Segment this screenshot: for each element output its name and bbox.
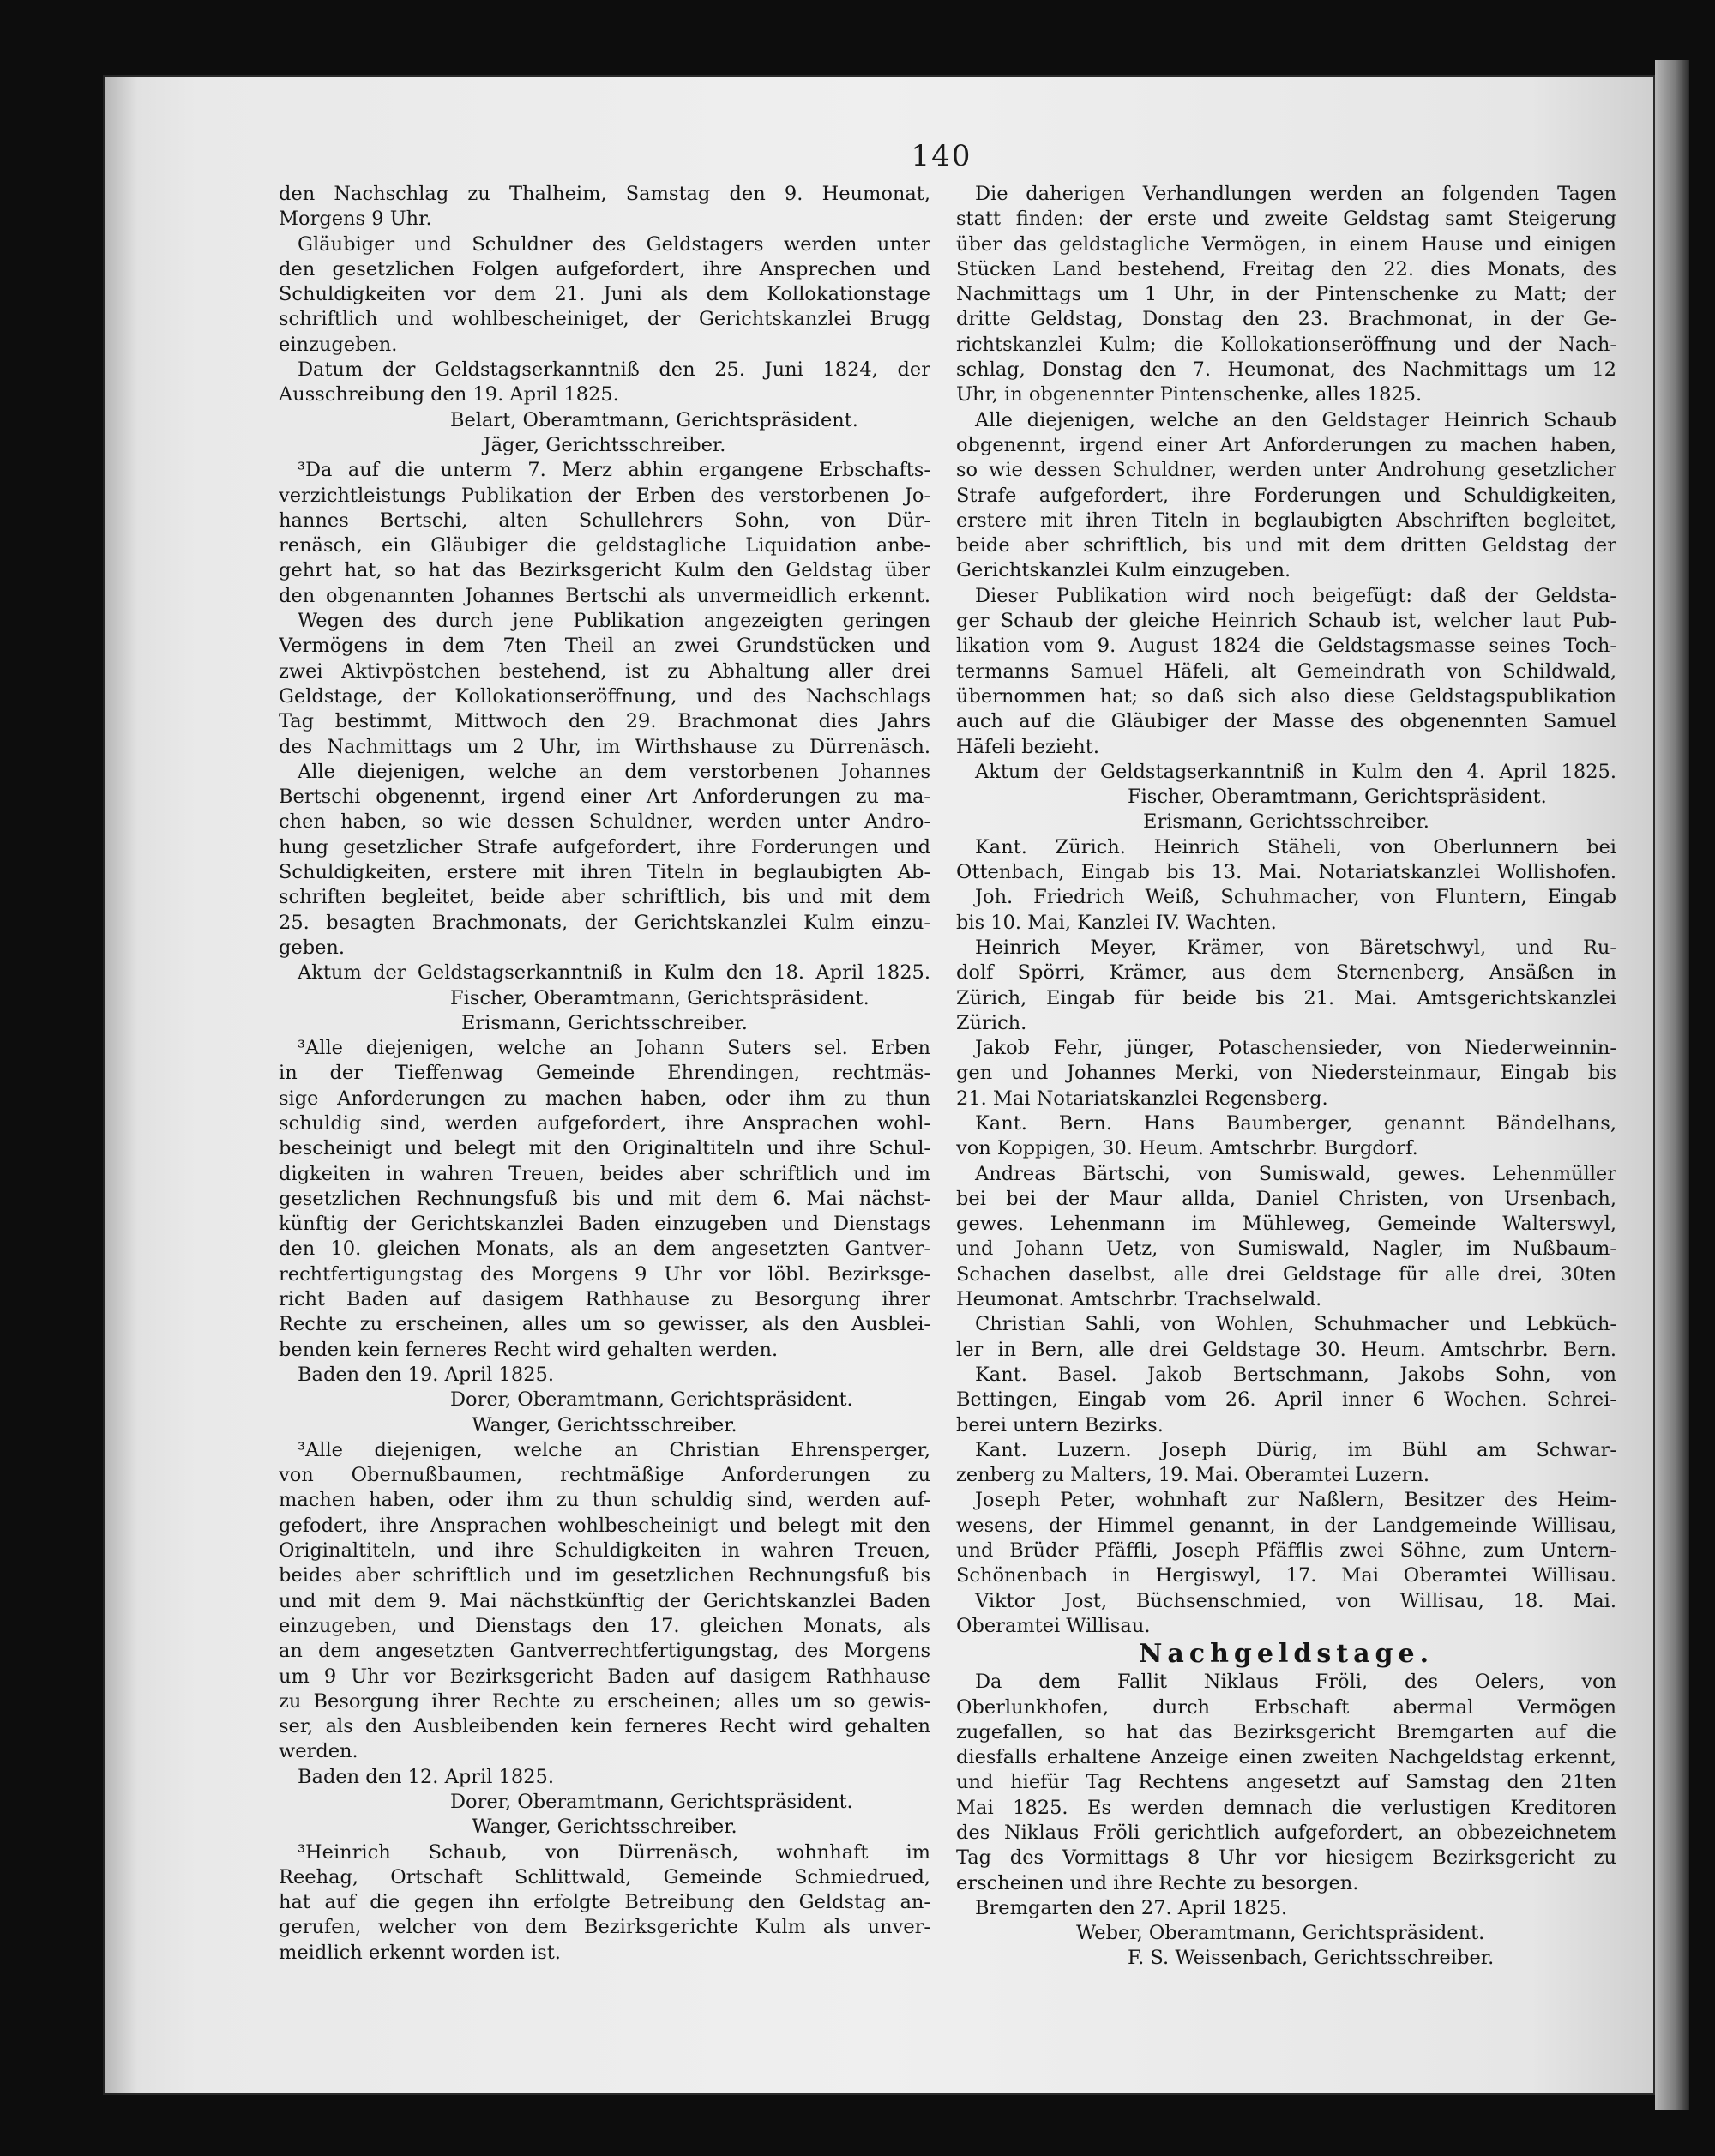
left-column-line: 25. besagten Brachmonats, der Gerichtskanzlei Kulm einzu- <box>279 911 930 934</box>
right-column-line: Christian Sahli, von Wohlen, Schuhmacher und Lebküch- <box>975 1313 1616 1336</box>
right-column-line: gen und Johannes Merki, von Niedersteinmaur, Eingab bis <box>956 1062 1616 1085</box>
right-column-line: Bettingen, Eingab vom 26. April inner 6 Wochen. Schrei- <box>956 1388 1616 1412</box>
left-column-line: chen haben, so wie dessen Schuldner, werden unter Andro- <box>279 810 930 834</box>
left-column-line: Bertschi obgenennt, irgend einer Art Anforderungen zu ma- <box>279 786 930 809</box>
right-column-line: wesens, der Himmel genannt, in der Landgemeinde Willisau, <box>956 1514 1616 1537</box>
right-column-line: Zürich, Eingab für beide bis 21. Mai. Amtsgerichtskanzlei <box>956 986 1616 1009</box>
left-column-line: den 10. gleichen Monats, als an dem angesetzten Gantver- <box>279 1238 930 1261</box>
left-column-line: hat auf die gegen ihn erfolgte Betreibung den Geldstag an- <box>279 1891 930 1914</box>
left-column-line: Reehag, Ortschaft Schlittwald, Gemeinde Schmiedrued, <box>279 1865 930 1888</box>
left-column-line: hung gesetzlicher Strafe aufgefordert, ihre Forderungen und <box>279 835 930 858</box>
left-column-line: rechtfertigungstag des Morgens 9 Uhr vor löbl. Bezirksge- <box>279 1262 930 1286</box>
right-column-line: obgenennt, irgend einer Art Anforderungen zu machen haben, <box>956 433 1616 456</box>
right-column-line: Schönenbach in Hergiswyl, 17. Mai Oberamtei Willisau. <box>956 1564 1616 1587</box>
left-column-line: Gläubiger und Schuldner des Geldstagers werden unter <box>298 232 930 256</box>
right-column-line: Gerichtskanzlei Kulm einzugeben. <box>956 559 1291 582</box>
right-column-line: diesfalls erhaltene Anzeige einen zweiten Nachgeldstag erkennt, <box>956 1746 1616 1769</box>
left-column-line: Jäger, Gerichtsschreiber. <box>483 433 726 456</box>
left-column-line: künftig der Gerichtskanzlei Baden einzugeben und Dienstags <box>279 1213 930 1236</box>
left-column-line: Schuldigkeiten, erstere mit ihren Titeln in beglaubigten Ab- <box>279 861 930 884</box>
right-column-line: erscheinen und ihre Rechte zu besorgen. <box>956 1871 1359 1894</box>
right-column-line: bei bei der Maur allda, Daniel Christen, von Ursenbach, <box>956 1187 1616 1210</box>
right-column-line: Die daherigen Verhandlungen werden an folgenden Tagen <box>975 183 1616 205</box>
right-column-line: Oberlunkhofen, durch Erbschaft abermal Vermögen <box>956 1695 1616 1719</box>
right-column-line: zenberg zu Malters, 19. Mai. Oberamtei Luzern. <box>956 1464 1430 1487</box>
right-column-line: dolf Spörri, Krämer, aus dem Sternenberg, Ansäßen in <box>956 961 1616 985</box>
left-column-line: digkeiten in wahren Treuen, beides aber schriftlich und im <box>279 1162 930 1185</box>
left-column-line: hannes Bertschi, alten Schullehrers Sohn, von Dür- <box>279 509 930 532</box>
right-column-line: Aktum der Geldstagserkanntniß in Kulm den 4. April 1825. <box>975 760 1616 783</box>
right-column-line: übernommen hat; so daß sich also diese Geldstagspublikation <box>956 684 1616 708</box>
left-column-line: Rechte zu erscheinen, alles um so gewisser, als den Ausblei- <box>279 1313 930 1336</box>
left-column-line: an dem angesetzten Gantverrechtfertigungstag, des Morgens <box>279 1640 930 1663</box>
right-column-line: Nachmittags um 1 Uhr, in der Pintenschenke zu Matt; der <box>956 283 1616 306</box>
left-column-line: Fischer, Oberamtmann, Gerichtspräsident. <box>450 986 870 1009</box>
left-column-line: von Obernußbaumen, rechtmäßige Anforderungen zu <box>279 1464 930 1487</box>
right-column-line: und Brüder Pfäffli, Joseph Pfäfflis zwei Söhne, zum Untern- <box>956 1539 1616 1563</box>
right-column-line: ler in Bern, alle drei Geldstage 30. Heum. Amtschrbr. Bern. <box>956 1338 1616 1361</box>
right-column-line: Joh. Friedrich Weiß, Schuhmacher, von Fluntern, Eingab <box>975 886 1616 909</box>
right-column-line: Nachgeldstage. <box>1138 1639 1435 1670</box>
left-column-line: zu Besorgung ihrer Rechte zu erscheinen; alles um so gewis- <box>279 1689 930 1713</box>
left-column-line: ³Alle diejenigen, welche an Johann Suters sel. Erben <box>298 1037 930 1060</box>
right-column-line: Joseph Peter, wohnhaft zur Naßlern, Besitzer des Heim- <box>975 1489 1616 1512</box>
left-column-line: Aktum der Geldstagserkanntniß in Kulm den 18. April 1825. <box>298 961 930 985</box>
right-column-line: Weber, Oberamtmann, Gerichtspräsident. <box>1076 1922 1485 1945</box>
left-column-line: schriften begleitet, beide aber schriftlich, bis und mit dem <box>279 886 930 909</box>
left-column-line: Alle diejenigen, welche an dem verstorbenen Johannes <box>298 760 930 783</box>
left-column-line: den gesetzlichen Folgen aufgefordert, ihre Ansprechen und <box>279 257 930 280</box>
left-column-line: beides aber schriftlich und im gesetzlichen Rechnungsfuß bis <box>279 1564 930 1587</box>
left-column-line: ³Heinrich Schaub, von Dürrenäsch, wohnhaft im <box>298 1840 930 1864</box>
right-column-line: 21. Mai Notariatskanzlei Regensberg. <box>956 1087 1328 1110</box>
right-column-line: gewes. Lehenmann im Mühleweg, Gemeinde Walterswyl, <box>956 1213 1616 1236</box>
left-column-line: Ausschreibung den 19. April 1825. <box>279 383 619 407</box>
left-column-line: sige Anforderungen zu machen haben, oder ihm zu thun <box>279 1087 930 1110</box>
right-column-line: Dieser Publikation wird noch beigefügt: daß der Geldsta- <box>975 584 1616 607</box>
right-column-line: statt finden: der erste und zweite Geldstag samt Steigerung <box>956 208 1616 231</box>
left-column <box>279 182 930 1966</box>
right-column-line: likation vom 9. August 1824 die Geldstagsmasse seines Toch- <box>956 635 1616 658</box>
right-column-line: bis 10. Mai, Kanzlei IV. Wachten. <box>956 911 1277 934</box>
right-column-line: Kant. Zürich. Heinrich Stäheli, von Oberlunnern bei <box>975 835 1616 858</box>
left-column-line: Schuldigkeiten vor dem 21. Juni als dem Kollokationstage <box>279 283 930 306</box>
left-column-line: Geldstage, der Kollokationseröffnung, und des Nachschlags <box>279 684 930 708</box>
right-column-line: Erismann, Gerichtsschreiber. <box>1143 810 1429 834</box>
left-column-line: schuldig sind, werden aufgefordert, ihre Ansprachen wohl- <box>279 1111 930 1135</box>
left-column-line: Baden den 12. April 1825. <box>298 1765 554 1788</box>
left-column-line: Vermögens in dem 7ten Theil an zwei Grundstücken und <box>279 635 930 658</box>
right-column-line: Jakob Fehr, jünger, Potaschensieder, von Niederweinnin- <box>975 1037 1616 1060</box>
left-column-line: benden kein ferneres Recht wird gehalten werden. <box>279 1338 779 1361</box>
right-column-line: berei untern Bezirks. <box>956 1413 1164 1436</box>
right-column-line: Oberamtei Willisau. <box>956 1614 1151 1637</box>
right-column-line: Bremgarten den 27. April 1825. <box>975 1896 1288 1919</box>
right-column-line: Heinrich Meyer, Krämer, von Bäretschwyl, und Ru- <box>975 936 1616 959</box>
left-column-line: Wegen des durch jene Publikation angezeigten geringen <box>298 610 930 633</box>
right-column-line: Strafe aufgefordert, ihre Forderungen und Schuldigkeiten, <box>956 484 1616 507</box>
page-edge-dark <box>1655 60 1689 2110</box>
right-column-line: über das geldstagliche Vermögen, in einem Hause und einigen <box>956 232 1616 256</box>
left-column-line: gehrt hat, so hat das Bezirksgericht Kulm den Geldstag über <box>279 559 930 582</box>
right-column-line: Zürich. <box>956 1011 1027 1034</box>
right-column-line: Fischer, Oberamtmann, Gerichtspräsident. <box>1128 786 1547 809</box>
right-column-line: dritte Geldstag, Donstag den 23. Brachmonat, in der Ge- <box>956 308 1616 331</box>
left-column-line: machen haben, oder ihm zu thun schuldig sind, werden auf- <box>279 1489 930 1512</box>
right-column-line: Schachen daselbst, alle drei Geldstage für alle drei, 30ten <box>956 1262 1616 1286</box>
left-column-line: zwei Aktivpöstchen bestehend, ist zu Abhaltung aller drei <box>279 659 930 683</box>
left-column-line: bescheinigt und belegt mit den Originaltiteln und ihre Schul- <box>279 1137 930 1160</box>
left-column-line: Datum der Geldstagserkanntniß den 25. Juni 1824, der <box>298 358 930 382</box>
left-column-line: um 9 Uhr vor Bezirksgericht Baden auf dasigem Rathhause <box>279 1665 930 1688</box>
left-column-line: geben. <box>279 936 346 959</box>
right-column-line: Viktor Jost, Büchsenschmied, von Willisau, 18. Mai. <box>975 1589 1616 1612</box>
left-column-line: Belart, Oberamtmann, Gerichtspräsident. <box>450 408 858 431</box>
left-column-line: einzugeben. <box>279 333 398 356</box>
left-column-line: den Nachschlag zu Thalheim, Samstag den 9. Heumonat, <box>279 183 930 205</box>
left-column-line: Originaltiteln, und ihre Schuldigkeiten in wahren Treuen, <box>279 1539 930 1563</box>
right-column-line: Heumonat. Amtschrbr. Trachselwald. <box>956 1288 1322 1311</box>
left-column-line: Tag bestimmt, Mittwoch den 29. Brachmonat dies Jahrs <box>279 710 930 733</box>
right-column-line: des Niklaus Fröli gerichtlich aufgefordert, an obbezeichnetem <box>956 1822 1616 1844</box>
left-column-line: den obgenannten Johannes Bertschi als unvermeidlich erkennt. <box>279 584 930 607</box>
left-column-line: gesetzlichen Rechnungsfuß bis und mit dem 6. Mai nächst- <box>279 1187 930 1210</box>
left-column-line: ser, als den Ausbleibenden kein ferneres Recht wird gehalten <box>279 1715 930 1738</box>
right-column-line: Andreas Bärtschi, von Sumiswald, gewes. Lehenmüller <box>975 1162 1616 1185</box>
right-column-line: zugefallen, so hat das Bezirksgericht Bremgarten auf die <box>956 1720 1616 1743</box>
right-column-line: so wie dessen Schuldner, werden unter Androhung gesetzlicher <box>956 459 1616 482</box>
right-column-line: Kant. Basel. Jakob Bertschmann, Jakobs Sohn, von <box>975 1363 1616 1386</box>
right-column-line: Mai 1825. Es werden demnach die verlustigen Kreditoren <box>956 1796 1616 1819</box>
right-column-line: Tag des Vormittags 8 Uhr vor hiesigem Bezirksgericht zu <box>956 1846 1616 1870</box>
right-column-line: ger Schaub der gleiche Heinrich Schaub ist, welcher laut Pub- <box>956 610 1616 633</box>
left-column-line: des Nachmittags um 2 Uhr, im Wirthshause zu Dürrenäsch. <box>279 735 930 758</box>
right-column-line: Ottenbach, Eingab bis 13. Mai. Notariatskanzlei Wollishofen. <box>956 861 1616 884</box>
left-column-line: Wanger, Gerichtsschreiber. <box>472 1413 737 1436</box>
right-column-line: termanns Samuel Häfeli, alt Gemeindrath von Schildwald, <box>956 659 1616 683</box>
right-column-line: auch auf die Gläubiger der Masse des obgenennten Samuel <box>956 710 1616 733</box>
left-column-line: werden. <box>279 1740 358 1763</box>
left-column-line: verzichtleistungs Publikation der Erben des verstorbenen Jo- <box>279 484 930 507</box>
left-column-line: Dorer, Oberamtmann, Gerichtspräsident. <box>450 1388 853 1412</box>
left-column-line: Morgens 9 Uhr. <box>279 208 432 231</box>
right-column-line: Kant. Luzern. Joseph Dürig, im Bühl am Schwar- <box>975 1438 1616 1461</box>
left-column-line: meidlich erkennt worden ist. <box>279 1941 561 1964</box>
right-column-line: Kant. Bern. Hans Baumberger, genannt Bändelhans, <box>975 1111 1616 1135</box>
left-column-line: Erismann, Gerichtsschreiber. <box>461 1011 748 1034</box>
right-column-line: von Koppigen, 30. Heum. Amtschrbr. Burgdorf. <box>956 1137 1418 1160</box>
left-column-line: gefodert, ihre Ansprachen wohlbescheinigt und belegt mit den <box>279 1514 930 1537</box>
left-column-line: richt Baden auf dasigem Rathhause zu Besorgung ihrer <box>279 1288 930 1311</box>
left-column-line: und mit dem 9. Mai nächstkünftig der Gerichtskanzlei Baden <box>279 1589 930 1612</box>
right-column-line: Da dem Fallit Niklaus Fröli, des Oelers, von <box>975 1671 1616 1694</box>
right-column-line: und hiefür Tag Rechtens angesetzt auf Samstag den 21ten <box>956 1771 1616 1794</box>
right-column-line: Häfeli bezieht. <box>956 735 1099 758</box>
right-column-line: und Johann Uetz, von Sumiswald, Nagler, im Nußbaum- <box>956 1238 1616 1261</box>
left-column-line: in der Tieffenwag Gemeinde Ehrendingen, rechtmäs- <box>279 1062 930 1085</box>
right-column-line: Uhr, in obgenennter Pintenschenke, alles 1825. <box>956 383 1423 407</box>
right-column-line: richtskanzlei Kulm; die Kollokationseröffnung und der Nach- <box>956 333 1616 356</box>
right-column-line: schlag, Donstag den 7. Heumonat, des Nachmittags um 12 <box>956 358 1616 382</box>
page-number: 140 <box>911 139 972 173</box>
right-column-line: F. S. Weissenbach, Gerichtsschreiber. <box>1128 1947 1495 1970</box>
right-column-line: erstere mit ihren Titeln in beglaubigten Abschriften begleitet, <box>956 509 1616 532</box>
left-column-line: Wanger, Gerichtsschreiber. <box>472 1816 737 1839</box>
right-column-line: beide aber schriftlich, bis und mit dem dritten Geldstag der <box>956 534 1616 557</box>
left-column-line: renäsch, ein Gläubiger die geldstagliche Liquidation anbe- <box>279 534 930 557</box>
left-column-line: ³Da auf die unterm 7. Merz abhin ergangene Erbschafts- <box>298 459 930 482</box>
left-column-line: ³Alle diejenigen, welche an Christian Ehrensperger, <box>298 1438 930 1461</box>
left-column-line: gerufen, welcher von dem Bezirksgerichte Kulm als unver- <box>279 1916 930 1939</box>
right-column-line: Stücken Land bestehend, Freitag den 22. dies Monats, des <box>956 257 1616 280</box>
left-column-line: Dorer, Oberamtmann, Gerichtspräsident. <box>450 1791 853 1813</box>
right-column-line: Alle diejenigen, welche an den Geldstager Heinrich Schaub <box>975 408 1616 431</box>
left-column-line: schriftlich und wohlbescheiniget, der Gerichtskanzlei Brugg <box>279 308 930 331</box>
binding-shadow <box>103 75 137 2095</box>
left-column-line: einzugeben, und Dienstags den 17. gleichen Monats, als <box>279 1614 930 1637</box>
right-column <box>956 182 1616 1972</box>
left-column-line: Baden den 19. April 1825. <box>298 1363 554 1386</box>
